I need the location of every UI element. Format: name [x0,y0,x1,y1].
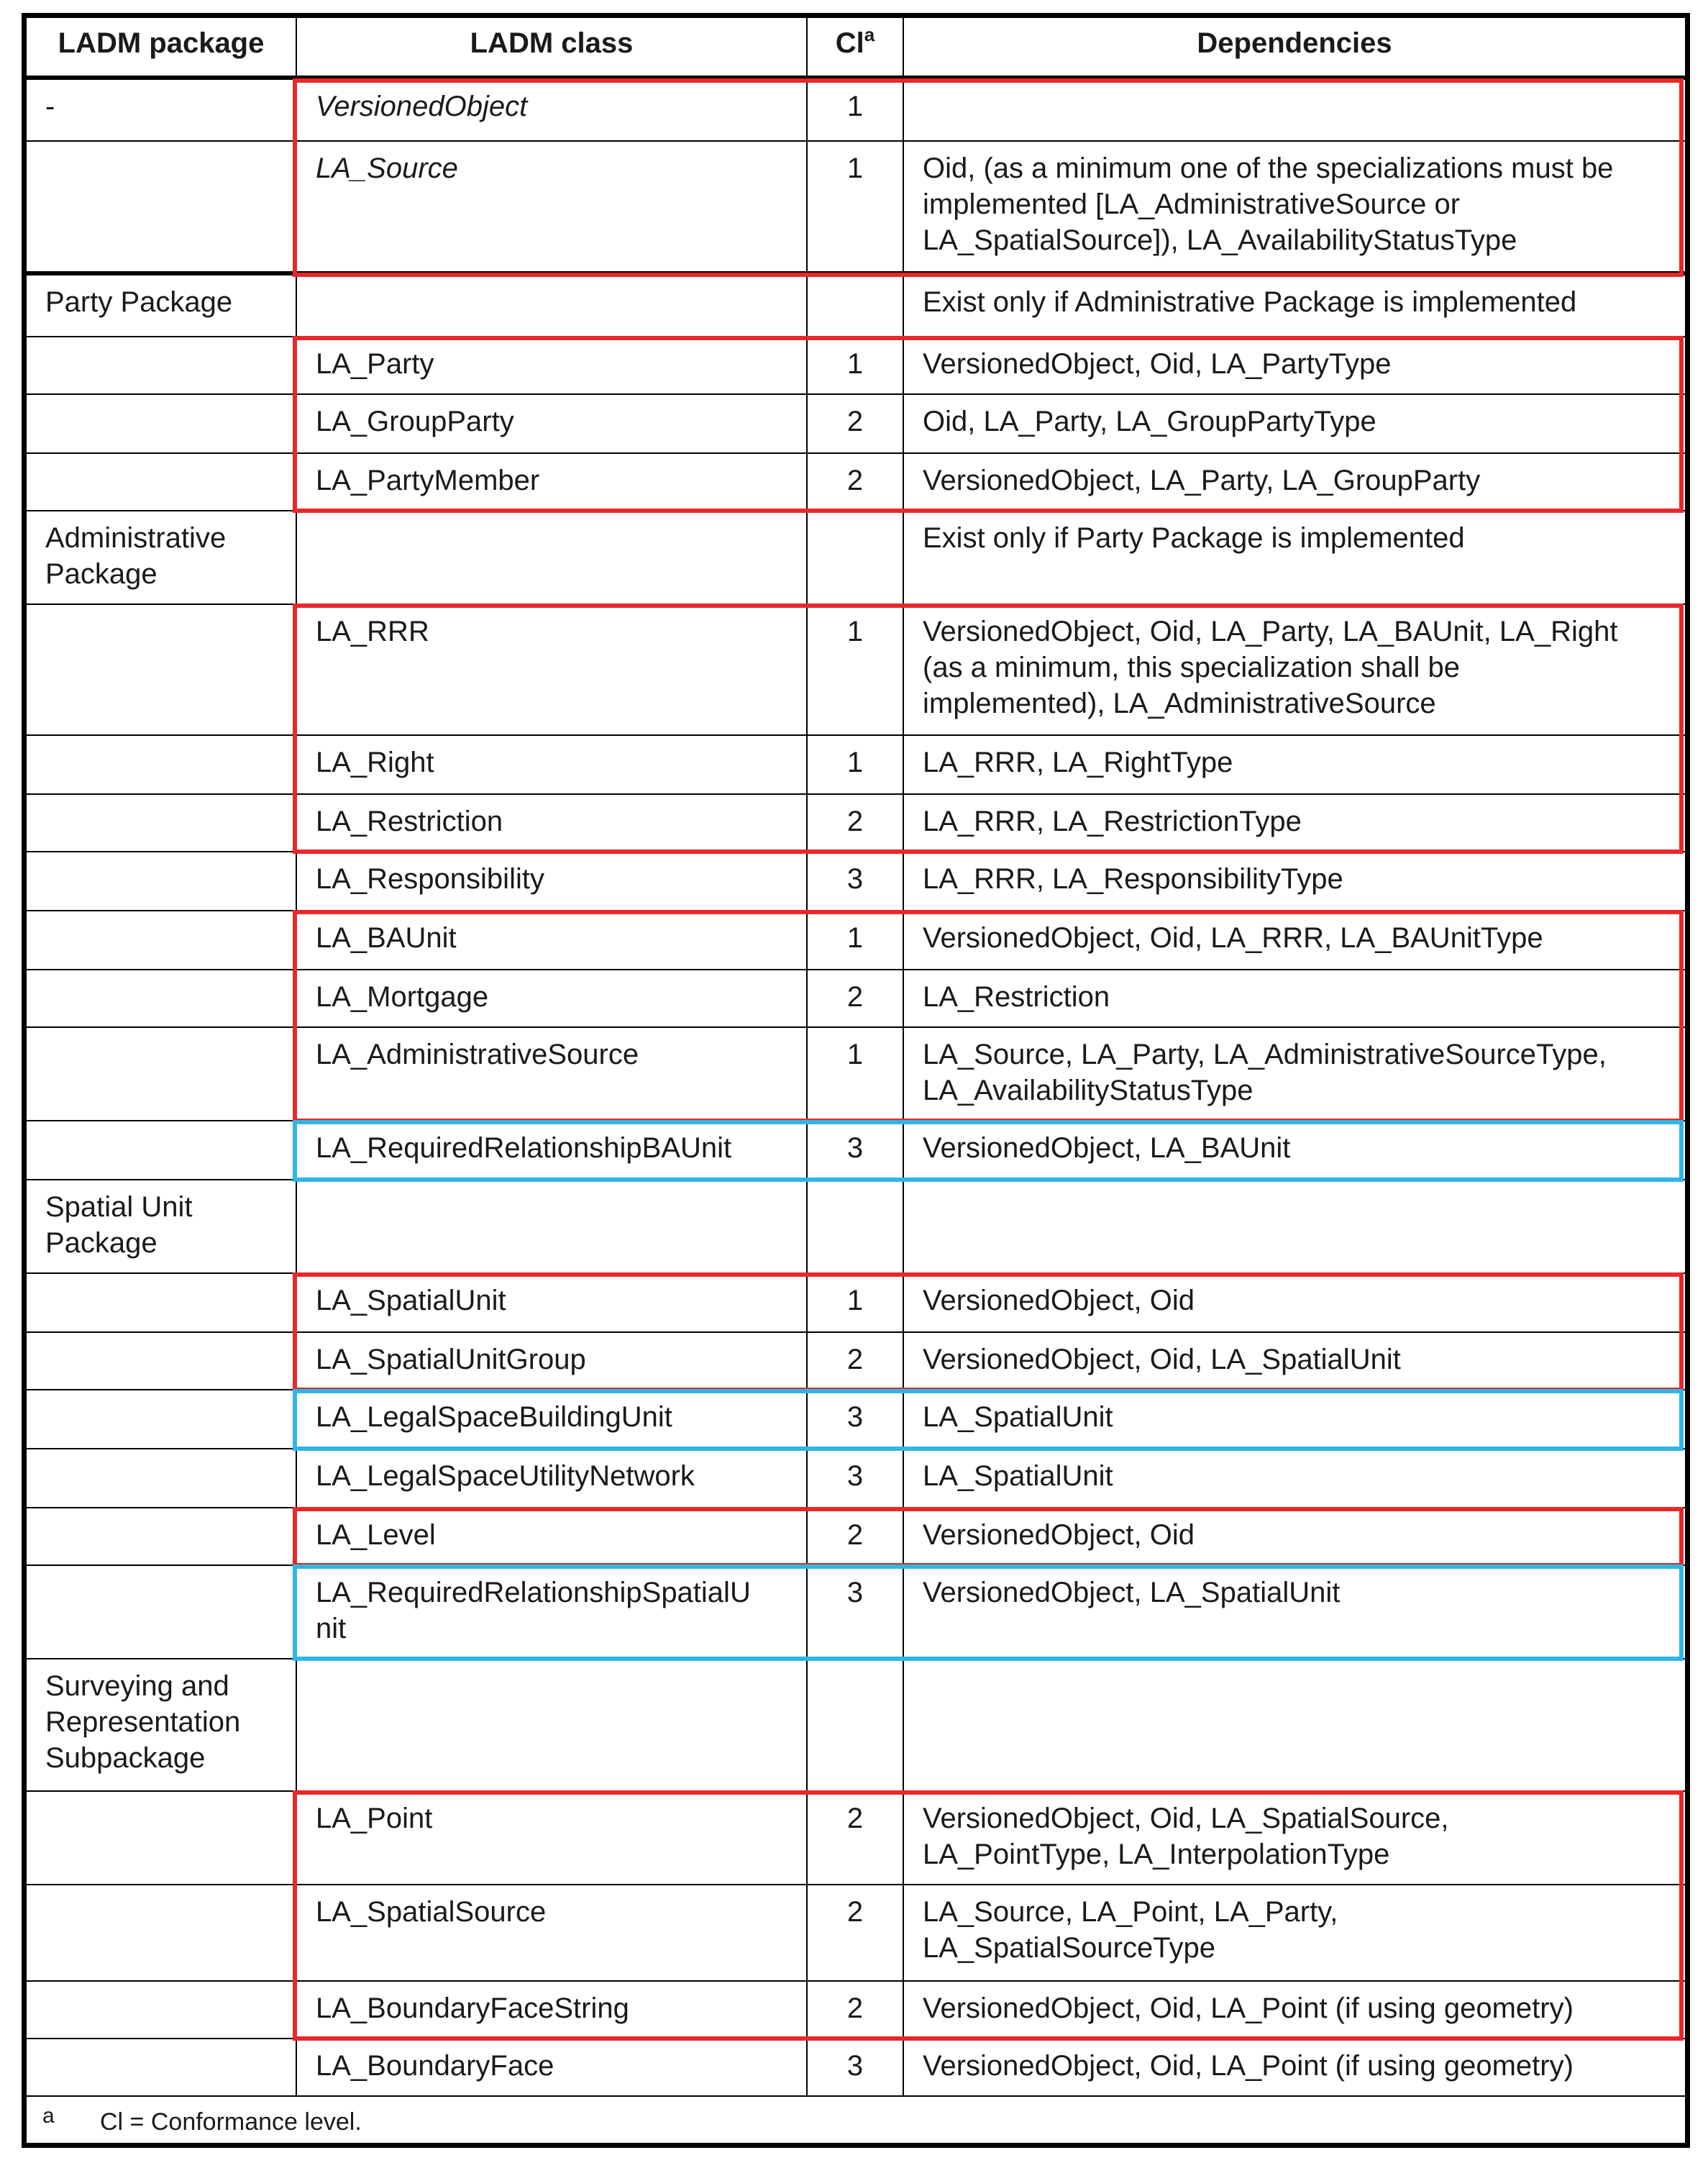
package-cell [27,142,296,271]
class-cell: LA_BoundaryFace [296,2039,806,2095]
class-cell: LA_LegalSpaceBuildingUnit [296,1390,806,1448]
ci-cell: 2 [806,1885,903,1980]
table-row [27,605,1685,736]
table-row [27,1792,1685,1885]
package-cell [27,911,296,969]
package-cell: - [45,91,55,122]
table-row [27,1508,1685,1566]
ci-cell: 2 [806,1508,903,1564]
package-cell [27,1390,296,1448]
table-row [27,511,1685,605]
ci-cell: 3 [806,1390,903,1448]
ci-cell: 2 [806,454,903,510]
ci-cell: 1 [806,337,903,393]
dependencies-cell: Exist only if Party Package is implemented [903,511,1685,604]
class-cell: LA_AdministrativeSource [296,1028,806,1120]
dependencies-cell: VersionedObject, Oid, LA_Point (if using geometry) [903,1982,1685,2038]
table-row [27,395,1685,454]
package-cell [27,795,296,851]
table-row [27,911,1685,970]
ci-cell: 3 [806,852,903,910]
package-cell [27,395,296,452]
class-cell: LA_SpatialSource [296,1885,806,1980]
table-row [27,1885,1685,1982]
dependencies-cell: LA_RRR, LA_RightType [903,736,1685,793]
ci-cell: 1 [806,142,903,271]
ci-cell: 1 [806,736,903,793]
package-cell [27,1121,296,1179]
table-row [27,337,1685,395]
package-cell: Administrative Package [45,522,227,590]
header-ci-footnote-mark: a [864,24,875,45]
dependencies-cell: LA_Source, LA_Point, LA_Party, LA_SpatialSourceType [903,1885,1685,1980]
ci-cell: 2 [806,395,903,452]
ci-cell: 1 [806,1028,903,1120]
class-cell [296,1659,806,1790]
package-cell [27,1566,296,1658]
class-cell: LA_LegalSpaceUtilityNetwork [296,1449,806,1507]
ci-cell: 3 [806,2039,903,2095]
ci-cell: 2 [806,795,903,851]
dependencies-cell: VersionedObject, LA_Party, LA_GroupParty [903,454,1685,510]
class-cell: LA_SpatialUnitGroup [296,1333,806,1389]
class-cell [296,275,806,336]
package-cell [27,1333,296,1389]
dependencies-cell: VersionedObject, Oid, LA_Point (if using geometry) [903,2039,1685,2095]
package-cell: Spatial Unit Package [45,1191,193,1259]
class-cell [296,511,806,604]
dependencies-cell: VersionedObject, Oid, LA_RRR, LA_BAUnitType [903,911,1685,969]
class-cell: LA_SpatialUnit [296,1274,806,1331]
ci-cell [806,511,903,604]
class-cell: LA_Responsibility [296,852,806,910]
class-cell: LA_Right [296,736,806,793]
ci-cell: 2 [806,1333,903,1389]
table-row [27,1121,1685,1180]
table-header-row [27,18,1685,80]
table-footnote [27,2100,1685,2143]
table-row [27,1274,1685,1333]
header-ladm-package: LADM package [58,27,265,59]
dependencies-cell: VersionedObject, Oid, LA_PartyType [903,337,1685,393]
class-cell: LA_RRR [296,605,806,734]
ladm-class-table [22,13,1690,2148]
package-cell: Party Package [45,286,233,318]
package-cell [27,2039,296,2095]
table-row [27,1390,1685,1449]
header-ladm-class: LADM class [296,18,806,76]
package-cell [27,1449,296,1507]
table-row [27,1982,1685,2039]
class-cell [296,1180,806,1272]
class-cell: LA_PartyMember [296,454,806,510]
footnote-text: Cl = Conformance level. [100,2108,362,2136]
class-cell: LA_RequiredRelationshipBAUnit [296,1121,806,1179]
dependencies-cell: LA_Source, LA_Party, LA_AdministrativeSourceType, LA_AvailabilityStatusType [903,1028,1685,1120]
table-row [27,1333,1685,1390]
table-row [27,275,1685,337]
package-cell [27,736,296,793]
package-cell [27,605,296,734]
ci-cell [806,1659,903,1790]
package-cell [27,852,296,910]
table-row [27,970,1685,1028]
class-cell: LA_Restriction [296,795,806,851]
dependencies-cell: Oid, (as a minimum one of the specializations must be implemented [LA_AdministrativeSource or LA_SpatialSource]), LA_AvailabilityStatusType [903,142,1685,271]
ci-cell: 1 [806,911,903,969]
ci-cell: 1 [806,80,903,140]
package-cell [27,1982,296,2038]
package-cell [27,1792,296,1884]
table-row [27,736,1685,795]
ci-cell: 1 [806,605,903,734]
dependencies-cell: VersionedObject, Oid, LA_SpatialSource, LA_PointType, LA_InterpolationType [903,1792,1685,1884]
ci-cell: 2 [806,1792,903,1884]
table-row [27,1449,1685,1508]
package-cell [27,337,296,393]
ci-cell: 1 [806,1274,903,1331]
header-ci-label: Cl [835,27,864,59]
ci-cell: 2 [806,1982,903,2038]
dependencies-cell: VersionedObject, Oid, LA_Party, LA_BAUnit, LA_Right (as a minimum, this specialization shall be implemented), LA_AdministrativeSource [903,605,1685,734]
dependencies-cell: LA_RRR, LA_RestrictionType [903,795,1685,851]
class-cell: LA_BoundaryFaceString [296,1982,806,2038]
class-cell: LA_GroupParty [296,395,806,452]
dependencies-cell [903,1180,1685,1272]
ci-cell: 3 [806,1566,903,1658]
class-cell: VersionedObject [296,80,806,140]
dependencies-cell: LA_RRR, LA_ResponsibilityType [903,852,1685,910]
class-cell: LA_RequiredRelationshipSpatialU nit [296,1566,806,1658]
class-cell: LA_BAUnit [296,911,806,969]
dependencies-cell: LA_SpatialUnit [903,1390,1685,1448]
package-cell [27,970,296,1026]
ci-cell: 3 [806,1121,903,1179]
table-row [27,795,1685,852]
class-cell: LA_Level [296,1508,806,1564]
table-row [27,1659,1685,1792]
table-row [27,1566,1685,1659]
dependencies-cell: VersionedObject, Oid, LA_SpatialUnit [903,1333,1685,1389]
table-row [27,2039,1685,2097]
ci-cell [806,275,903,336]
ci-cell: 3 [806,1449,903,1507]
package-cell [27,454,296,510]
ci-cell: 2 [806,970,903,1026]
table-row [27,454,1685,511]
package-cell [27,1508,296,1564]
class-cell: LA_Party [296,337,806,393]
dependencies-cell: VersionedObject, Oid [903,1274,1685,1331]
dependencies-cell [903,1659,1685,1790]
package-cell: Surveying and Representation Subpackage [45,1670,241,1774]
table-row [27,142,1685,275]
dependencies-cell: Oid, LA_Party, LA_GroupPartyType [903,395,1685,452]
class-cell: LA_Mortgage [296,970,806,1026]
table-row [27,1028,1685,1121]
table-row [27,852,1685,911]
package-cell [27,1885,296,1980]
class-cell: LA_Point [296,1792,806,1884]
table-row [27,80,1685,142]
class-cell: LA_Source [296,142,806,271]
package-cell [27,1028,296,1120]
dependencies-cell: VersionedObject, Oid [903,1508,1685,1564]
footnote-mark: a [42,2104,55,2128]
dependencies-cell: VersionedObject, LA_SpatialUnit [903,1566,1685,1658]
header-dependencies: Dependencies [903,18,1685,76]
ci-cell [806,1180,903,1272]
table-row [27,1180,1685,1274]
package-cell [27,1274,296,1331]
dependencies-cell: VersionedObject, LA_BAUnit [903,1121,1685,1179]
header-conformance-level [806,18,903,76]
dependencies-cell: LA_Restriction [903,970,1685,1026]
dependencies-cell [903,80,1685,140]
dependencies-cell: LA_SpatialUnit [903,1449,1685,1507]
dependencies-cell: Exist only if Administrative Package is implemented [903,275,1685,336]
